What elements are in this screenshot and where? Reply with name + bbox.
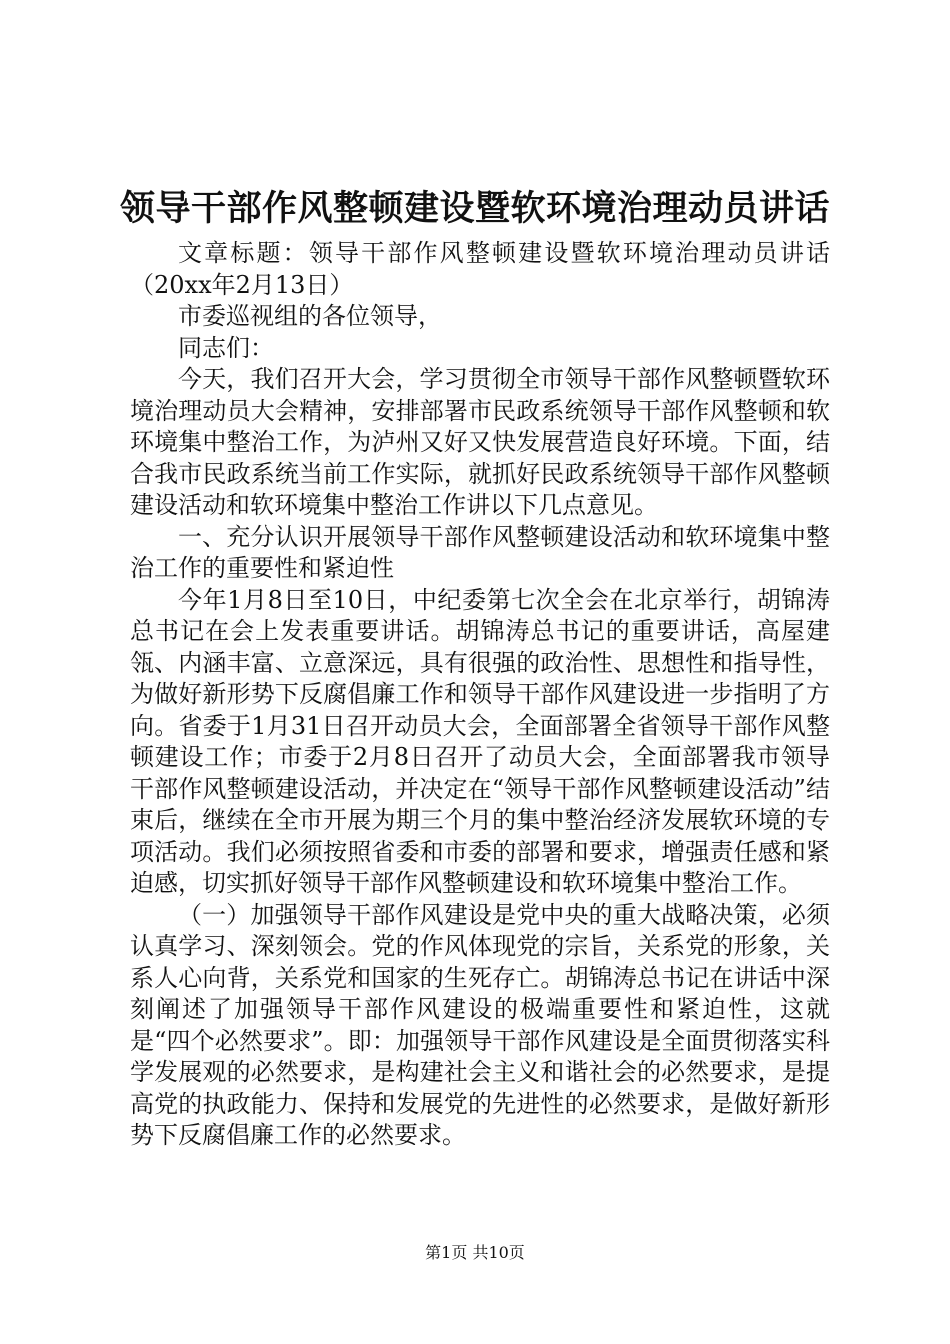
intro-paragraph: 今天，我们召开大会，学习贯彻全市领导干部作风整顿暨软环境治理动员大会精神，安排部署市民政系统领导干部作风整顿和软环境集中整治工作，为泸州又好又快发展营造良好环境。下面，结合我市民政系统当前工作实际，就抓好民政系统领导干部作风整顿建设活动和软环境集中整治工作讲以下几点意见。: [130, 365, 830, 519]
body-paragraph: 今年1月8日至10日，中纪委第七次全会在北京举行，胡锦涛总书记在会上发表重要讲话。胡锦涛总书记的重要讲话，高屋建瓴、内涵丰富、立意深远，具有很强的政治性、思想性和指导性，为做好新形势下反腐倡廉工作和领导干部作风建设进一步指明了方向。省委于1月31日召开动员大会，全面部署全省领导干部作风整顿建设工作；市委于2月8日召开了动员大会，全面部署我市领导干部作风整顿建设活动，并决定在“领导干部作风整顿建设活动”结束后，继续在全市开展为期三个月的集中整治经济发展软环境的专项活动。我们必须按照省委和市委的部署和要求，增强责任感和紧迫感，切实抓好领导干部作风整顿建设和软环境集中整治工作。: [130, 585, 830, 897]
article-title-line: 文章标题：领导干部作风整顿建设暨软环境治理动员讲话（20xx年2月13日）: [130, 239, 830, 299]
body-paragraph: （一）加强领导干部作风建设是党中央的重大战略决策，必须认真学习、深刻领会。党的作风体现党的宗旨，关系党的形象，关系人心向背，关系党和国家的生死存亡。胡锦涛总书记在讲话中深刻阐述了加强领导干部作风建设的极端重要性和紧迫性，这就是“四个必然要求”。即：加强领导干部作风建设是全面贯彻落实科学发展观的必然要求，是构建社会主义和谐社会的必然要求，是提高党的执政能力、保持和发展党的先进性的必然要求，是做好新形势下反腐倡廉工作的必然要求。: [130, 900, 830, 1149]
document-title: 领导干部作风整顿建设暨软环境治理动员讲话: [119, 188, 830, 229]
salutation-comrades: 同志们：: [178, 333, 274, 362]
page-number-footer: 第1页 共10页: [425, 1243, 525, 1262]
section-heading-1: 一、充分认识开展领导干部作风整顿建设活动和软环境集中整治工作的重要性和紧迫性: [130, 522, 830, 582]
salutation-leaders: 市委巡视组的各位领导，: [178, 302, 442, 330]
document-body: [130, 238, 830, 1152]
